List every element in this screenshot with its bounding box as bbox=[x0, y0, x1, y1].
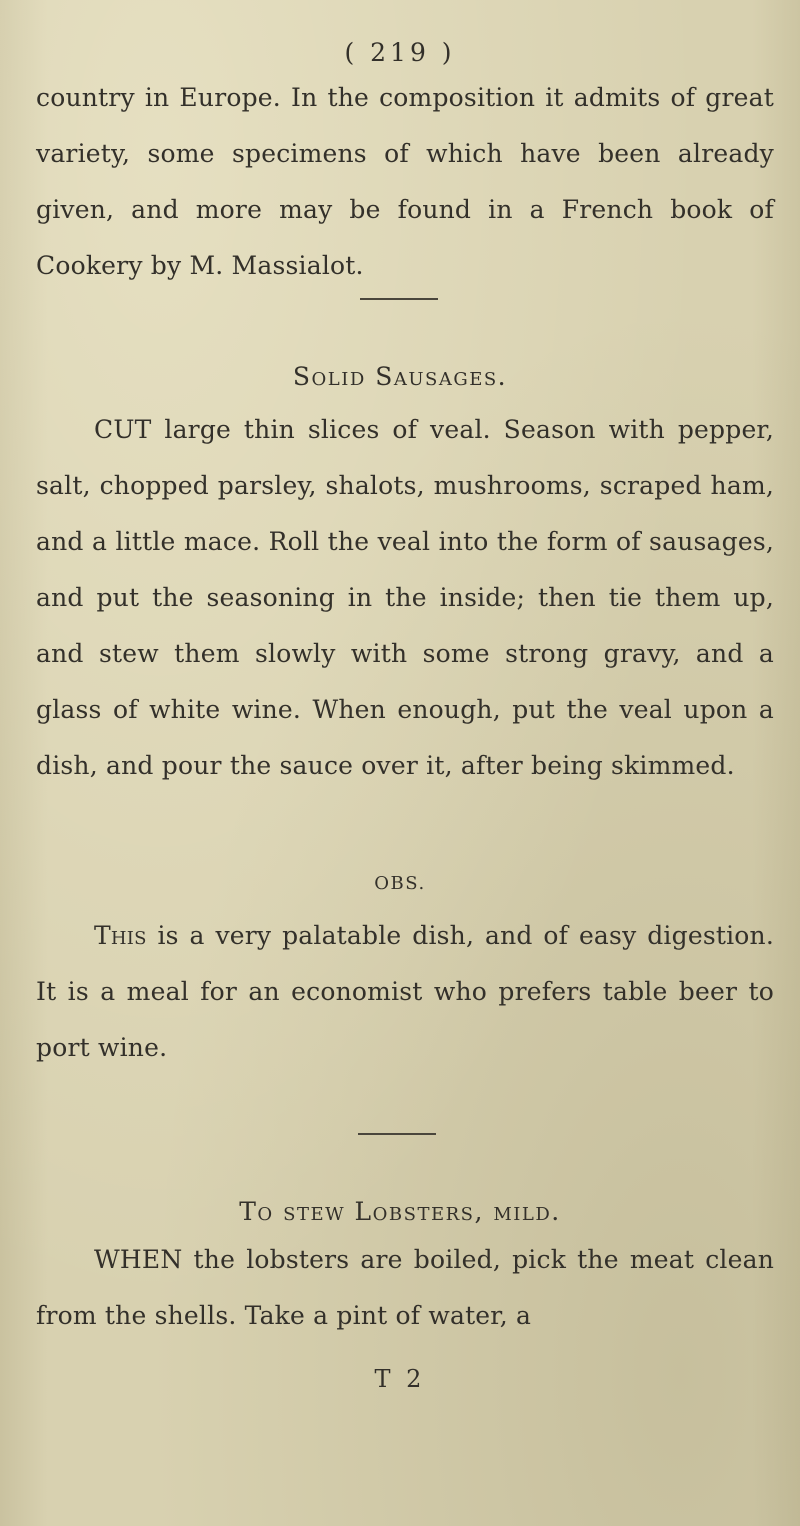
paragraph-lead-word: This bbox=[94, 921, 147, 950]
section-divider bbox=[358, 1133, 436, 1135]
paragraph-lead-word: CUT bbox=[94, 415, 152, 444]
observation-paragraph bbox=[36, 908, 774, 1076]
section-heading-stew-lobsters: To stew Lobsters, mild. bbox=[239, 1197, 561, 1226]
page-number: ( 219 ) bbox=[344, 38, 456, 67]
paragraph-body: is a very palatable dish, and of easy digestion. It is a meal for an economist who prefers table beer to port wine. bbox=[36, 921, 774, 1062]
section-divider bbox=[360, 298, 438, 300]
paragraph-lead-word: WHEN bbox=[94, 1245, 183, 1274]
signature-mark: T 2 bbox=[374, 1365, 426, 1393]
intro-paragraph: country in Europe. In the composition it admits of great variety, some specimens of which have been already given, and more may be found in a French book of Cookery by M. Massialot. bbox=[36, 83, 774, 280]
section-heading-solid-sausages: Solid Sausages. bbox=[292, 362, 508, 391]
observation-label: OBS. bbox=[374, 873, 426, 894]
paragraph-body: large thin slices of veal. Season with pepper, salt, chopped parsley, shalots, mushrooms, scraped ham, and a little mace. Roll the veal into the form of sausages, and put the seasoning in the inside; then tie them up, and stew them slowly with some strong gravy, and a glass of white wine. When enough, put the veal upon a dish, and pour the sauce over it, after being skimmed. bbox=[36, 415, 774, 780]
recipe-paragraph-solid-sausages bbox=[36, 402, 774, 794]
paragraph-body: the lobsters are boiled, pick the meat clean from the shells. Take a pint of water, a bbox=[36, 1245, 774, 1330]
recipe-paragraph-stew-lobsters bbox=[36, 1232, 774, 1344]
